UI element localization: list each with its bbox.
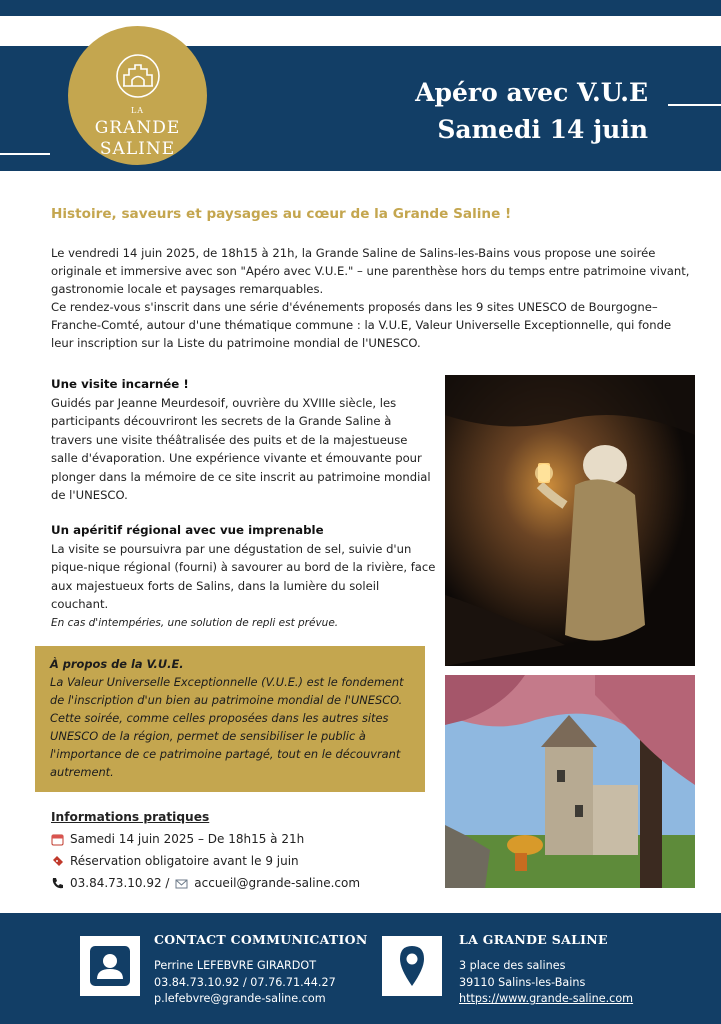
- info-contact-row: [51, 872, 431, 894]
- apropos-box: [35, 646, 425, 792]
- event-title-line1: Apéro avec V.U.E: [415, 78, 648, 107]
- info-phone: 03.84.73.10.92: [70, 876, 162, 890]
- contact-email[interactable]: p.lefebvre@grande-saline.com: [154, 992, 326, 1005]
- contact-details: [154, 958, 336, 1008]
- website-link[interactable]: https://www.grande-saline.com: [459, 992, 634, 1005]
- logo-text-grande: GRANDE: [94, 118, 181, 138]
- intro-paragraph-2: Ce rendez-vous s'inscrit dans une série d'événements proposés dans les 9 sites UNESCO de Bourgogne–Franche-Comté, autour d'une thématique commune : la V.U.E, Valeur Universelle Exceptionnelle, qui fonde leur inscription sur la Liste du patrimoine mondial de l'UNESCO.: [51, 300, 672, 350]
- calendar-icon: [51, 833, 64, 846]
- logo-text-saline: SALINE: [99, 139, 176, 159]
- header-rule-left: [0, 153, 50, 155]
- event-title: [415, 74, 648, 148]
- info-date-row: [51, 828, 431, 850]
- info-date: Samedi 14 juin 2025 – De 18h15 à 21h: [70, 832, 305, 846]
- footer: [0, 913, 721, 1024]
- envelope-icon: [175, 877, 188, 890]
- site-address-line1: 3 place des salines: [459, 959, 566, 972]
- phone-icon: [51, 877, 64, 890]
- info-separator: /: [161, 876, 174, 890]
- aperitif-body: La visite se poursuivra par une dégustation de sel, suivie d'un pique-nique régional (fourni) à savourer au bord de la rivière, face aux majestueux forts de Salins, dans la lumière du soleil couchant.: [51, 541, 436, 611]
- intro-text: [51, 244, 691, 352]
- intro-paragraph-1: Le vendredi 14 juin 2025, de 18h15 à 21h, la Grande Saline de Salins-les-Bains vous propose une soirée originale et immersive avec son "Apéro avec V.U.E." – une parenthèse hors du temps entre patrimoine vivant, gastronomie locale et paysages remarquables.: [51, 246, 690, 296]
- aperitif-note: En cas d'intempéries, une solution de repli est prévue.: [51, 616, 339, 629]
- site-heading: LA GRANDE SALINE: [459, 932, 608, 947]
- info-email[interactable]: accueil@grande-saline.com: [194, 876, 361, 890]
- top-band: [0, 0, 721, 16]
- contact-heading: CONTACT COMMUNICATION: [154, 932, 368, 947]
- logo-text-la: LA: [130, 106, 145, 115]
- aperitif-heading: Un apéritif régional avec vue imprenable: [51, 523, 324, 537]
- ticket-icon: [51, 855, 64, 868]
- grande-saline-logo: [68, 26, 207, 165]
- practical-info-heading: Informations pratiques: [51, 810, 210, 824]
- map-pin-icon: [382, 936, 442, 996]
- contact-person-icon: [80, 936, 140, 996]
- photo-tower-cherry-blossom: [445, 675, 695, 888]
- apropos-heading: À propos de la V.U.E.: [50, 657, 184, 671]
- contact-phones: 03.84.73.10.92 / 07.76.71.44.27: [154, 975, 336, 989]
- visite-body: Guidés par Jeanne Meurdesoif, ouvrière du XVIIIe siècle, les participants découvriront les secrets de la Grande Saline à travers une visite théâtralisée des puits et de la majestueuse salle d'évaporation. Une expérience vivante et émouvante pour plonger dans la mémoire de ce site inscrit au patrimoine mondial de l'UNESCO.: [51, 395, 431, 502]
- header-rule-right: [668, 104, 721, 106]
- visite-heading: Une visite incarnée !: [51, 377, 189, 391]
- site-details: [459, 958, 633, 1008]
- contact-name: Perrine LEFEBVRE GIRARDOT: [154, 959, 317, 972]
- event-title-line2: Samedi 14 juin: [437, 115, 648, 144]
- site-address-line2: 39110 Salins-les-Bains: [459, 975, 586, 989]
- practical-info: [51, 806, 431, 894]
- visite-section: [51, 375, 436, 505]
- info-reservation-row: [51, 850, 431, 872]
- building-emblem-icon: [115, 53, 161, 99]
- apropos-body: La Valeur Universelle Exceptionnelle (V.U.E.) est le fondement de l'inscription d'un bien au patrimoine mondial de l'UNESCO. Cette soirée, comme celles proposées dans les autres sites UNESCO de la région, permet de sensibiliser le public à l'importance de ce patrimoine partagé, tout en le découvrant autrement.: [50, 675, 404, 779]
- aperitif-section: [51, 521, 436, 632]
- photo-guide-with-lantern: [445, 375, 695, 666]
- info-reservation: Réservation obligatoire avant le 9 juin: [70, 854, 299, 868]
- page-subtitle: Histoire, saveurs et paysages au cœur de la Grande Saline !: [51, 206, 512, 222]
